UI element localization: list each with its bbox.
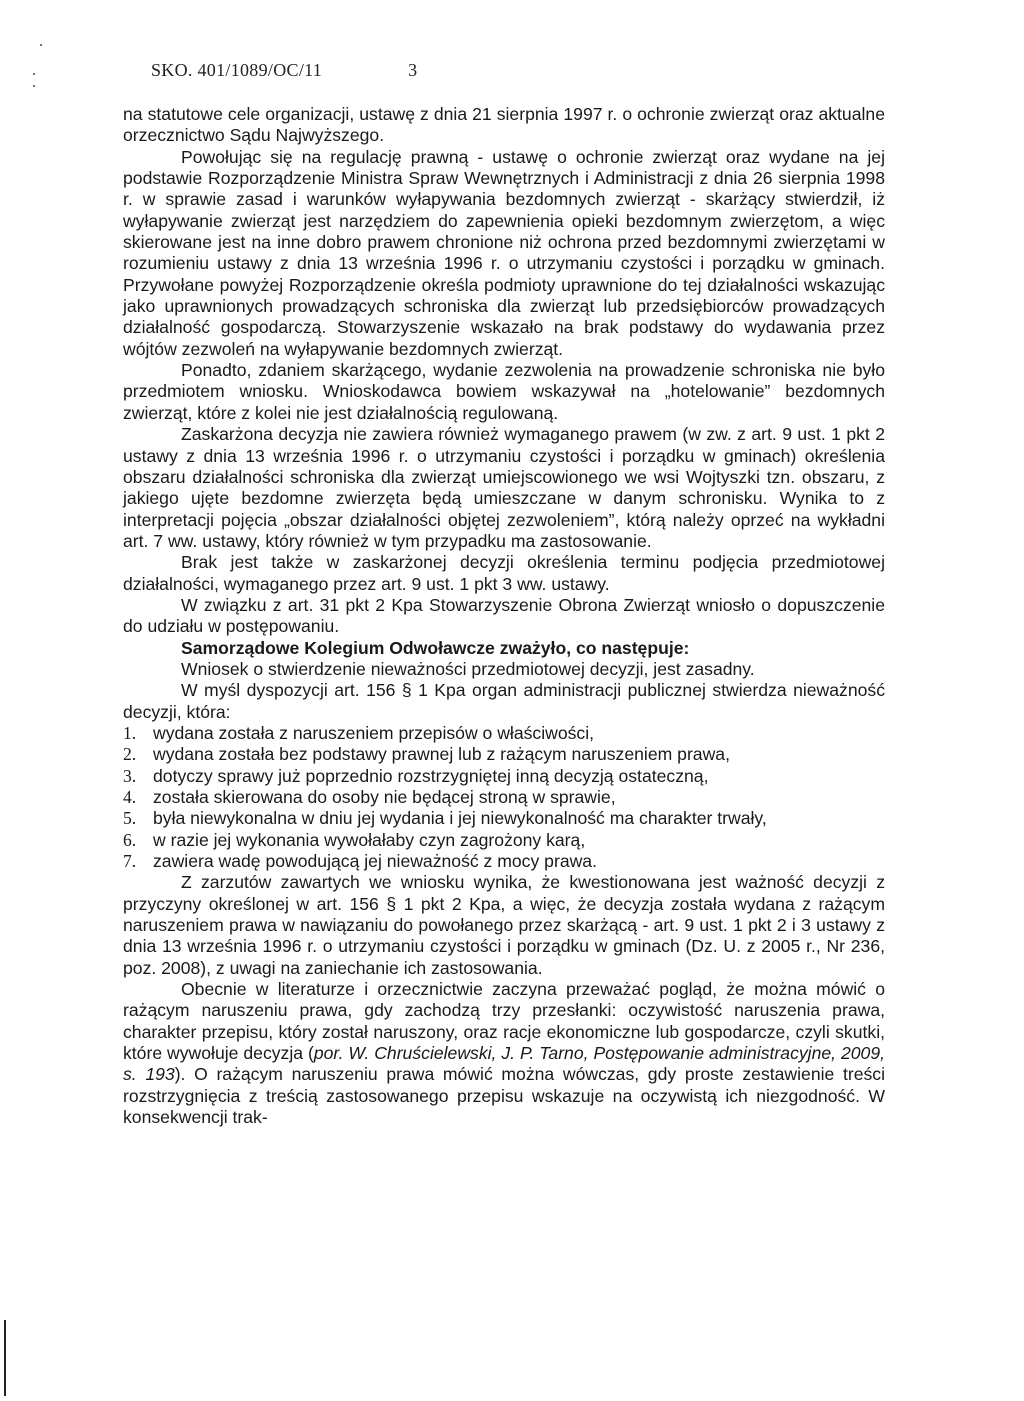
page-number: 3 [408,60,418,80]
numbered-list [123,723,885,872]
page-header [151,60,417,81]
list-text: została skierowana do osoby nie będącej stroną w sprawie, [153,787,616,807]
paragraph [123,979,885,1128]
list-text: dotyczy sprawy już poprzednio rozstrzygniętej inną decyzją ostateczną, [153,765,709,786]
paragraph-text: Obecnie w literaturze i orzecznictwie zaczyna przeważać pogląd, że można mówić o rażącym naruszeniu prawa, gdy zachodzą trzy przesłanki: oczywistość naruszenia prawa, charakter przepisu, który został naruszony, oraz racje ekonomiczne lub gospodarcze, czyli skutki, które wywołuje decyzja ( [123,979,885,1064]
scan-speck [40,44,42,46]
list-number: 5. [123,808,137,829]
list-item [123,808,885,829]
list-text: w razie jej wykonania wywołałaby czyn zagrożony karą, [153,829,586,850]
list-text: była niewykonalna w dniu jej wydania i jej niewykonalność ma charakter trwały, [153,808,767,829]
list-number: 1. [123,722,137,743]
list-item [123,766,885,787]
document-body [123,104,885,1129]
scan-speck [33,73,35,75]
list-text: wydana została bez podstawy prawnej lub z rażącym naruszeniem prawa, [153,744,730,765]
list-number: 4. [123,787,137,807]
paragraph: W myśl dyspozycji art. 156 § 1 Kpa organ administracji publicznej stwierdza nieważność decyzji, która: [123,680,885,722]
scan-edge-mark [4,1320,6,1396]
paragraph: Powołując się na regulację prawną - ustawę o ochronie zwierząt oraz wydane na jej podstawie Rozporządzenie Ministra Spraw Wewnętrznych i Administracji z dnia 26 sierpnia 1998 r. w sprawie zasad i warunków wyłapywania bezdomnych zwierząt - skarżący stwierdził, iż wyłapywanie zwierząt jest narzędziem do zapewnienia opieki bezdomnym zwierzętom, a więc skierowane jest na inne dobro prawem chronione niż ochrona przed bezdomnymi zwierzętami w rozumieniu ustawy z dnia 13 września 1996 r. o utrzymaniu czystości i porządku w gminach. Przywołane powyżej Rozporządzenie określa podmioty uprawnione do tej działalności wskazując jako uprawnionych prowadzących schroniska dla zwierząt lub przedsiębiorców prowadzących działalność gospodarczą. Stowarzyszenie wskazało na brak podstawy do wydawania przez wójtów zezwoleń na wyłapywanie bezdomnych zwierząt. [123,146,885,359]
list-item [123,723,885,744]
paragraph: Brak jest także w zaskarżonej decyzji określenia terminu podjęcia przedmiotowej działalności, wymaganego przez art. 9 ust. 1 pkt 3 ww. ustawy. [123,552,885,594]
list-number: 3. [123,765,137,786]
list-item [123,851,885,872]
paragraph: Z zarzutów zawartych we wniosku wynika, że kwestionowana jest ważność decyzji z przyczyny określonej w art. 156 § 1 pkt 2 Kpa, a więc, że decyzja została wydana z rażącym naruszeniem prawa w nawiązaniu do powołanego przez skarżącą - art. 9 ust. 1 pkt 2 i 3 ustawy z dnia 13 września 1996 r. o utrzymaniu czystości i porządku w gminach (Dz. U. z 2005 r., Nr 236, poz. 2008), z uwagi na zaniechanie ich zastosowania. [123,872,885,978]
literature-citation: por. W. Chruścielewski, J. P. Tarno, Postępowanie administracyjne, 2009, s. 193 [123,1043,886,1085]
list-number: 6. [123,829,137,850]
list-text: wydana została z naruszeniem przepisów o właściwości, [153,722,595,743]
paragraph: Wniosek o stwierdzenie nieważności przedmiotowej decyzji, jest zasadny. [181,658,755,679]
case-reference: SKO. 401/1089/OC/11 [151,60,323,80]
list-item [123,830,885,851]
paragraph: W związku z art. 31 pkt 2 Kpa Stowarzyszenie Obrona Zwierząt wniosło o dopuszczenie do udziału w postępowaniu. [123,594,885,637]
list-number: 7. [123,851,137,872]
list-item [123,787,885,808]
list-item [123,744,885,765]
paragraph: Ponadto, zdaniem skarżącego, wydanie zezwolenia na prowadzenie schroniska nie było przedmiotem wniosku. Wnioskodawca bowiem wskazywał na „hotelowanie” bezdomnych zwierząt, które z kolei nie jest działalnością regulowaną. [123,360,885,423]
list-text: zawiera wadę powodującą jej nieważność z mocy prawa. [153,851,597,872]
list-number: 2. [123,744,137,765]
paragraph-text: ). O rażącym naruszeniu prawa mówić można wówczas, gdy proste zestawienie treści rozstrzygnięcia z treścią zastosowanego przepisu wskazuje na oczywistą ich niezgodność. W konsekwencji trak- [123,1064,885,1128]
paragraph: Zaskarżona decyzja nie zawiera również wymaganego prawem (w zw. z art. 9 ust. 1 pkt 2 ustawy z dnia 13 września 1996 r. o utrzymaniu czystości i porządku w gminach) określenia obszaru działalności schroniska dla zwierząt umiejscowionego we wsi Wojtyszki tzn. obszaru, z jakiego ujęte bezdomne zwierzęta będą umieszczane w danym schronisku. Wynika to z interpretacji pojęcia „obszar działalności objętej zezwoleniem”, którą należy oprzeć na wykładni art. 7 ww. ustawy, który również w tym przypadku ma zastosowanie. [123,424,885,551]
paragraph: na statutowe cele organizacji, ustawę z dnia 21 sierpnia 1997 r. o ochronie zwierząt oraz aktualne orzecznictwo Sądu Najwyższego. [123,104,885,146]
scan-speck [33,85,35,87]
section-heading: Samorządowe Kolegium Odwoławcze zważyło, co następuje: [181,637,690,658]
